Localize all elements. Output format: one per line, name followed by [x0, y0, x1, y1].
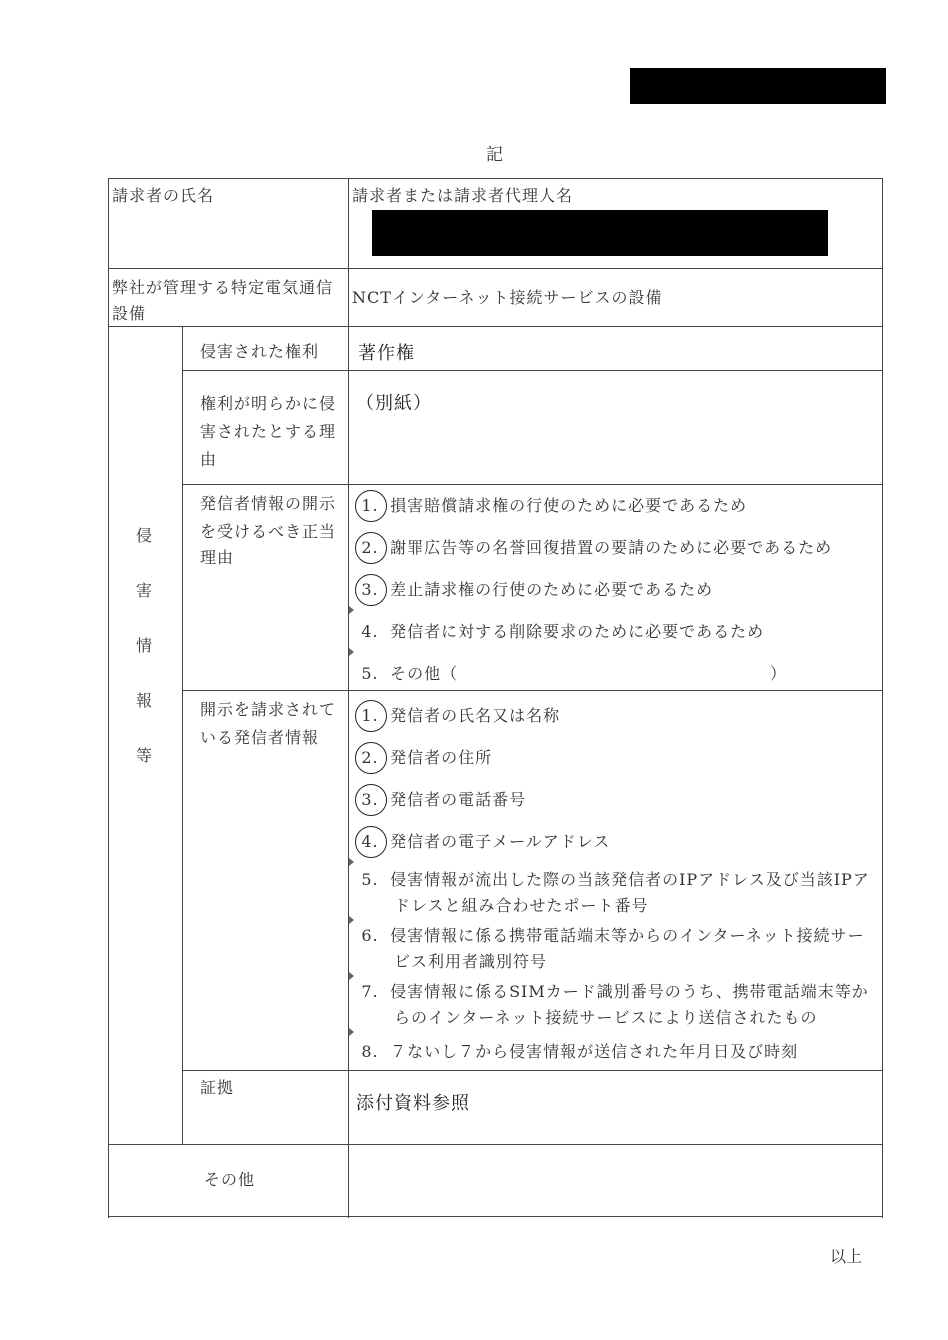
info-item-5-cont: ドレスと組み合わせたポート番号: [394, 896, 649, 915]
infringed-right-value: 著作権: [358, 343, 415, 364]
redaction-block-requester: [372, 210, 828, 256]
requester-name-value: 請求者または請求者代理人名: [352, 186, 574, 205]
row-divider: [182, 484, 882, 485]
other-label: その他: [204, 1170, 256, 1189]
reason-label-line2: 害されたとする理: [200, 422, 337, 441]
justification-label-line2: を受けるべき正当: [200, 522, 337, 541]
row-divider: [182, 370, 882, 371]
scan-mark: [349, 606, 354, 614]
info-item-7-cont: らのインターネット接続サービスにより送信されたもの: [394, 1008, 818, 1027]
justification-label-line3: 理由: [200, 548, 235, 567]
info-label-line2: いる発信者情報: [200, 728, 320, 747]
row-divider: [182, 1070, 882, 1071]
reason-value: （別紙）: [356, 393, 432, 414]
justification-item-2: 2. 謝罪広告等の名誉回復措置の要請のために必要であるため: [361, 538, 833, 557]
reason-label-line3: 由: [200, 450, 218, 469]
group-label-char: 等: [135, 746, 152, 765]
justification-label-line1: 発信者情報の開示: [200, 494, 337, 513]
redaction-block-header: [630, 68, 886, 104]
info-item-4: 4. 発信者の電子メールアドレス: [361, 832, 611, 851]
info-item-5: 5. 侵害情報が流出した際の当該発信者のIPアドレス及び当該IPア: [361, 870, 870, 889]
justification-item-1: 1. 損害賠償請求権の行使のために必要であるため: [361, 496, 748, 515]
group-label-char: 侵: [135, 526, 152, 545]
disclosure-request-table: [108, 178, 882, 1218]
scan-mark: [349, 972, 354, 980]
group-label-char: 情: [135, 636, 152, 655]
table-border-right: [882, 178, 883, 1218]
info-item-8: 8. ７ないし７から侵害情報が送信された年月日及び時刻: [361, 1042, 799, 1061]
reason-label-line1: 権利が明らかに侵: [200, 394, 337, 413]
requester-name-label: 請求者の氏名: [112, 186, 215, 205]
info-item-6-cont: ビス利用者識別符号: [394, 952, 548, 971]
justification-item-4: 4. 発信者に対する削除要求のために必要であるため: [361, 622, 765, 641]
info-item-2: 2. 発信者の住所: [361, 748, 493, 767]
evidence-value: 添付資料参照: [356, 1093, 470, 1114]
scan-mark: [349, 916, 354, 924]
group-label-char: 害: [135, 581, 152, 600]
facility-label-line1: 弊社が管理する特定電気通信: [112, 278, 334, 297]
facility-label-line2: 設備: [112, 304, 147, 323]
table-border-left: [108, 178, 109, 1218]
row-divider: [108, 1144, 882, 1145]
scan-mark: [349, 648, 354, 656]
table-border-bottom: [108, 1216, 882, 1217]
evidence-label: 証拠: [200, 1078, 235, 1097]
row-divider: [108, 326, 882, 327]
group-label-infringement-info: [134, 523, 154, 798]
row-divider: [182, 690, 882, 691]
info-item-6: 6. 侵害情報に係る携帯電話端末等からのインターネット接続サー: [361, 926, 865, 945]
end-mark: 以上: [830, 1247, 863, 1266]
justification-item-3: 3. 差止請求権の行使のために必要であるため: [361, 580, 714, 599]
scan-mark: [349, 1028, 354, 1036]
justification-item-5-close: ）: [770, 664, 788, 683]
info-item-1: 1. 発信者の氏名又は名称: [361, 706, 561, 725]
info-item-3: 3. 発信者の電話番号: [361, 790, 527, 809]
info-item-7: 7. 侵害情報に係るSIMカード識別番号のうち、携帯電話端末等か: [361, 982, 869, 1001]
column-divider: [348, 178, 349, 1218]
justification-item-5: 5. その他（: [361, 664, 459, 683]
scan-mark: [349, 858, 354, 866]
group-divider: [182, 326, 183, 1144]
infringed-right-label: 侵害された権利: [200, 342, 320, 361]
table-border-top: [108, 178, 882, 179]
group-label-char: 報: [135, 691, 152, 710]
facility-value: NCTインターネット接続サービスの設備: [352, 288, 663, 307]
info-label-line1: 開示を請求されて: [200, 700, 337, 719]
row-divider: [108, 268, 882, 269]
document-title: 記: [486, 145, 503, 165]
